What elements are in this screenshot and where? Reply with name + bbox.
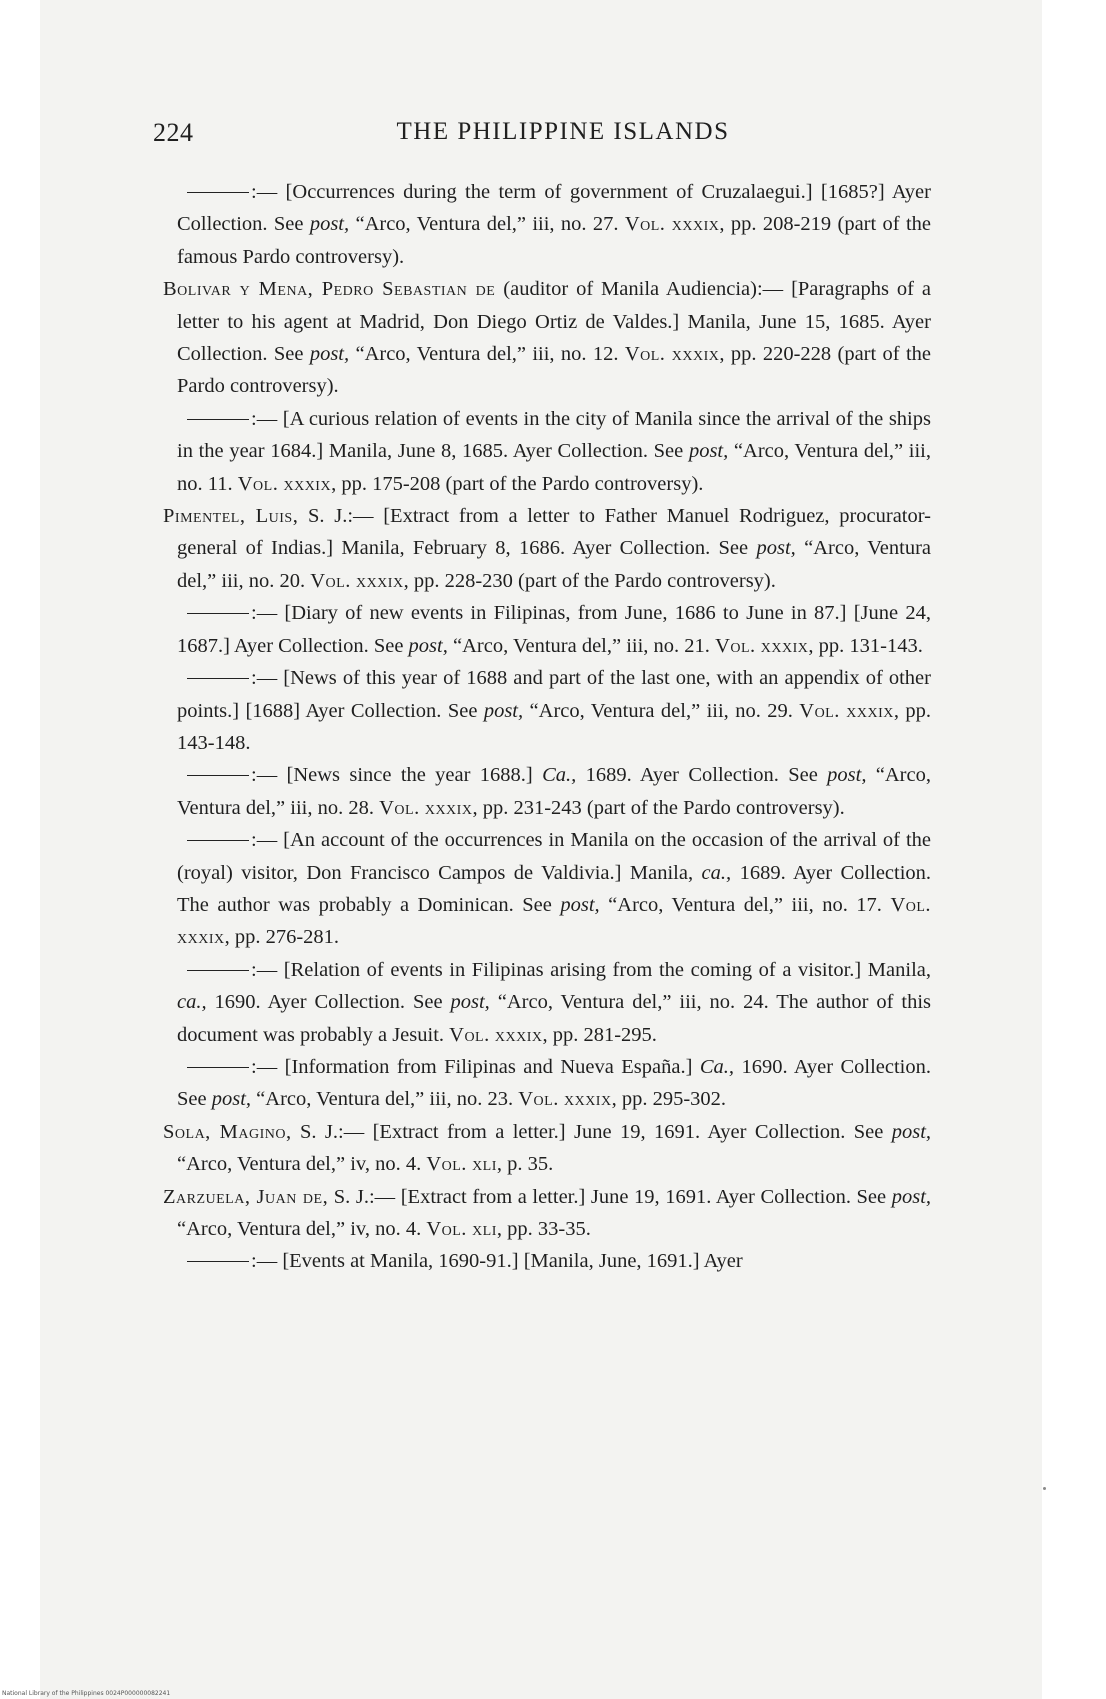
entry-text: S. J.:— [Extract from a letter.] June 19, 1691. Ayer Collection. See xyxy=(300,1120,884,1143)
bibliography-entry xyxy=(163,1051,931,1116)
bibliography-entry xyxy=(163,1181,931,1246)
entry-author: Zarzuela, Juan de, xyxy=(163,1185,329,1208)
entry-volume-label: Vol. xyxy=(624,343,666,366)
entry-text: :— [Relation of events in Filipinas arising from the coming of a visitor.] Manila, xyxy=(251,958,931,981)
entry-reference: “Arco, Ventura del,” iii, no. 21. xyxy=(452,634,710,657)
entry-volume-label: Vol. xyxy=(624,213,666,236)
entry-text-mid: 1689. Ayer Collection. See xyxy=(585,764,818,787)
entry-reference: “Arco, Ventura del,” iii, no. 23. xyxy=(256,1088,514,1111)
entry-volume-ref: xli, p. 35. xyxy=(472,1153,554,1176)
entry-reference: “Arco, Ventura del,” iii, no. 28. xyxy=(177,764,931,819)
ditto-dash xyxy=(187,1261,249,1262)
entry-volume-ref: xxxix, pp. 131-143. xyxy=(760,634,923,657)
bibliography-entry xyxy=(163,1116,931,1181)
entry-text: :— [A curious relation of events in the city of Manila since the arrival of the ships in the year 1684.] Manila, June 8, 1685. Ayer Collection. See xyxy=(177,407,931,463)
entry-author: Sola, Magino, xyxy=(163,1120,292,1143)
bibliography-entry xyxy=(163,273,931,403)
entry-reference: “Arco, Ventura del,” iii, no. 11. xyxy=(177,440,931,495)
running-head: THE PHILIPPINE ISLANDS xyxy=(396,118,730,145)
bibliography-entry xyxy=(163,500,931,597)
bibliography-entry xyxy=(163,824,931,954)
ditto-dash xyxy=(187,613,249,614)
entry-volume-label: Vol. xyxy=(799,699,840,722)
entry-volume-ref: xxxix, pp. 281-295. xyxy=(494,1023,657,1046)
bibliography-body xyxy=(163,176,931,1278)
entry-post: post, xyxy=(483,699,524,722)
entry-volume-label: Vol. xyxy=(715,634,756,657)
footer-stamp: National Library of the Philippines 0024P000000082241 xyxy=(2,1690,171,1697)
entry-post: post, xyxy=(891,1120,932,1143)
entry-author: Bolivar y Mena, Pedro Sebastian de xyxy=(163,278,496,301)
entry-text: :— [News of this year of 1688 and part of the last one, with an appendix of other points.] [1688] Ayer Collection. See xyxy=(177,667,931,722)
entry-reference: “Arco, Ventura del,” iii, no. 27. xyxy=(355,213,619,236)
entry-volume-ref: xxxix, pp. 231-243 (part of the Pardo controversy). xyxy=(424,796,845,819)
entry-volume-ref: xxxix, pp. 143-148. xyxy=(177,699,932,754)
entry-volume-label: Vol. xyxy=(426,1153,467,1176)
entry-volume-ref: xli, pp. 33-35. xyxy=(472,1218,591,1240)
entry-circa: Ca., xyxy=(699,1055,735,1078)
bibliography-entry xyxy=(163,403,931,500)
ditto-dash xyxy=(187,970,249,971)
ditto-dash xyxy=(187,192,249,193)
entry-volume-label: Vol. xyxy=(237,472,279,495)
entry-post: post, xyxy=(309,213,350,236)
entry-text-mid: 1690. Ayer Collection. See xyxy=(177,1055,931,1111)
bibliography-entry xyxy=(163,597,931,662)
entry-volume-ref: xxxix, pp. 208-219 (part of the famous Pardo controversy). xyxy=(177,213,931,268)
entry-volume-label: Vol. xyxy=(890,893,932,916)
entry-volume-label: Vol. xyxy=(426,1218,467,1240)
entry-volume-ref: xxxix, pp. 175-208 (part of the Pardo controversy). xyxy=(283,472,704,495)
entry-author: Pimentel, Luis, xyxy=(163,505,299,528)
entry-text: S. J.:— [Extract from a letter.] June 19, 1691. Ayer Collection. See xyxy=(333,1185,887,1208)
entry-text-mid: 1689. Ayer Collection. The author was probably a Dominican. See xyxy=(177,861,932,916)
bibliography-entry xyxy=(163,1245,931,1277)
page-header xyxy=(153,118,933,148)
entry-reference: “Arco, Ventura del,” iii, no. 12. xyxy=(355,343,619,366)
entry-circa: ca., xyxy=(701,861,732,884)
entry-circa: ca., xyxy=(177,991,207,1014)
entry-volume-ref: xxxix, pp. 228-230 (part of the Pardo controversy). xyxy=(355,569,776,592)
entry-volume-label: Vol. xyxy=(449,1023,490,1046)
ditto-dash xyxy=(187,678,249,679)
entry-text: S. J.:— [Extract from a letter to Father Manuel Rodriguez, procurator-general of Indias.] Manila, February 8, 1686. Ayer Collection. See xyxy=(177,505,931,560)
entry-reference: “Arco, Ventura del,” iv, no. 4. xyxy=(177,1218,422,1240)
ditto-dash xyxy=(187,840,249,841)
bibliography-entry xyxy=(163,662,931,759)
entry-reference: “Arco, Ventura del,” iii, no. 24. The author of this document was probably a Jesuit. xyxy=(177,991,932,1046)
ditto-dash xyxy=(187,775,249,776)
entry-post: post, xyxy=(211,1088,252,1111)
entry-text: :— [Diary of new events in Filipinas, from June, 1686 to June in 87.] [June 24, 1687.] Ayer Collection. See xyxy=(177,602,931,657)
entry-reference: “Arco, Ventura del,” iii, no. 29. xyxy=(529,699,793,722)
entry-post: post, xyxy=(309,343,350,366)
bibliography-entry xyxy=(163,759,931,824)
entry-text: :— [Information from Filipinas and Nueva España.] xyxy=(251,1055,693,1078)
ditto-dash xyxy=(187,419,249,420)
entry-post: post, xyxy=(450,991,490,1014)
entry-volume-label: Vol. xyxy=(379,796,420,819)
entry-reference: “Arco, Ventura del,” iii, no. 17. xyxy=(608,893,882,916)
entry-text: :— [Events at Manila, 1690-91.] [Manila, June, 1691.] Ayer xyxy=(251,1250,743,1273)
entry-volume-ref: xxxix, pp. 295-302. xyxy=(563,1088,727,1111)
entry-volume-label: Vol. xyxy=(518,1088,559,1111)
entry-post: post, xyxy=(560,893,600,916)
entry-circa: Ca., xyxy=(542,764,577,787)
entry-post: post, xyxy=(408,634,448,657)
entry-text: :— [An account of the occurrences in Manila on the occasion of the arrival of the (royal) visitor, Don Francisco Campos de Valdivia.] Manila, xyxy=(177,829,931,884)
scan-speck xyxy=(1043,1487,1046,1490)
entry-post: post, xyxy=(688,440,729,463)
entry-post: post, xyxy=(827,764,867,787)
entry-post: post, xyxy=(891,1185,932,1208)
entry-text: :— [News since the year 1688.] xyxy=(251,764,533,787)
ditto-dash xyxy=(187,1067,249,1068)
entry-post: post, xyxy=(756,537,796,560)
entry-text: (auditor of Manila Audiencia):— [Paragraphs of a letter to his agent at Madrid, Don Diego Ortiz de Valdes.] Manila, June 15, 1685. Ayer Collection. See xyxy=(177,278,931,366)
entry-volume-ref: xxxix, pp. 220-228 (part of the Pardo controversy). xyxy=(177,343,931,398)
entry-reference: “Arco, Ventura del,” iv, no. 4. xyxy=(177,1153,422,1176)
entry-text-mid: 1690. Ayer Collection. See xyxy=(214,991,443,1014)
entry-text: :— [Occurrences during the term of government of Cruzalaegui.] [1685?] Ayer Collection. See xyxy=(177,181,931,236)
bibliography-entry xyxy=(163,954,931,1051)
entry-volume-ref: xxxix, pp. 276-281. xyxy=(177,926,340,949)
bibliography-entry xyxy=(163,176,931,273)
entry-volume-label: Vol. xyxy=(310,569,351,592)
entry-reference: “Arco, Ventura del,” iii, no. 20. xyxy=(177,537,932,592)
page-number: 224 xyxy=(153,118,194,147)
